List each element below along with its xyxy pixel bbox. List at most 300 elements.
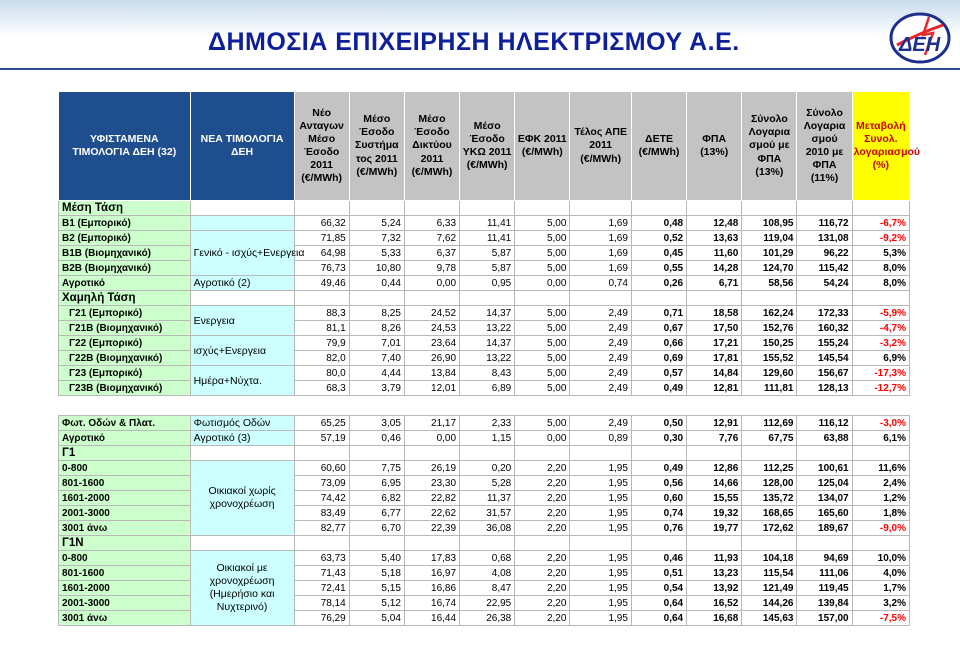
- row-label: 801-1600: [59, 566, 191, 581]
- row-label: Β1 (Εμπορικό): [59, 216, 191, 231]
- table-cell: [797, 201, 852, 216]
- table-cell: [631, 291, 686, 306]
- value-cell: 152,76: [742, 321, 797, 336]
- table-row: [59, 416, 910, 431]
- value-cell: 5,00: [515, 306, 570, 321]
- value-cell: 58,56: [742, 276, 797, 291]
- row-label: 1601-2000: [59, 581, 191, 596]
- value-cell: 31,57: [460, 506, 515, 521]
- table-cell: [742, 396, 797, 416]
- tariff-group: ισχύς+Ενεργεια: [190, 336, 294, 366]
- table-row: [59, 461, 910, 476]
- table-row: [59, 351, 910, 366]
- value-cell: 14,28: [687, 261, 742, 276]
- value-cell: 2,20: [515, 551, 570, 566]
- value-cell: 5,33: [349, 246, 404, 261]
- value-cell: 7,40: [349, 351, 404, 366]
- table-cell: [570, 201, 632, 216]
- value-cell: 1,95: [570, 461, 632, 476]
- table-row: [59, 551, 910, 566]
- table-row: [59, 506, 910, 521]
- change-cell: 8,0%: [852, 276, 909, 291]
- row-label: Γ22 (Εμπορικό): [59, 336, 191, 351]
- table-cell: [570, 291, 632, 306]
- table-row: [59, 216, 910, 231]
- value-cell: 60,60: [294, 461, 349, 476]
- value-cell: 16,44: [404, 611, 459, 626]
- value-cell: 1,95: [570, 476, 632, 491]
- value-cell: 0,74: [631, 506, 686, 521]
- value-cell: 0,00: [404, 276, 459, 291]
- value-cell: 5,04: [349, 611, 404, 626]
- value-cell: 73,09: [294, 476, 349, 491]
- value-cell: 1,95: [570, 491, 632, 506]
- value-cell: 26,38: [460, 611, 515, 626]
- row-label: Αγροτικό: [59, 276, 191, 291]
- tariff-group: Ενεργεια: [190, 306, 294, 336]
- value-cell: 82,0: [294, 351, 349, 366]
- value-cell: 0,00: [404, 431, 459, 446]
- table-cell: [404, 201, 459, 216]
- value-cell: 82,77: [294, 521, 349, 536]
- table-cell: [570, 536, 632, 551]
- col-header-yko: Μέσο Έσοδο ΥΚΩ 2011 (€/MWh): [460, 92, 515, 201]
- row-label: Γ21 (Εμπορικό): [59, 306, 191, 321]
- value-cell: 0,71: [631, 306, 686, 321]
- value-cell: 0,66: [631, 336, 686, 351]
- value-cell: 0,52: [631, 231, 686, 246]
- value-cell: 0,46: [631, 551, 686, 566]
- table-cell: [742, 201, 797, 216]
- value-cell: 5,00: [515, 416, 570, 431]
- table-cell: [190, 291, 294, 306]
- value-cell: 0,64: [631, 596, 686, 611]
- table-cell: [687, 396, 742, 416]
- table-cell: [460, 201, 515, 216]
- value-cell: 66,32: [294, 216, 349, 231]
- change-cell: -3,2%: [852, 336, 909, 351]
- tariff-group: Γενικό - ισχύς+Ενεργεια: [190, 231, 294, 276]
- value-cell: 3,79: [349, 381, 404, 396]
- table-cell: [687, 201, 742, 216]
- value-cell: 49,46: [294, 276, 349, 291]
- value-cell: 8,47: [460, 581, 515, 596]
- value-cell: 72,41: [294, 581, 349, 596]
- change-cell: 2,4%: [852, 476, 909, 491]
- change-cell: 8,0%: [852, 261, 909, 276]
- value-cell: 172,62: [742, 521, 797, 536]
- value-cell: 11,41: [460, 216, 515, 231]
- table-cell: [190, 201, 294, 216]
- value-cell: 0,49: [631, 461, 686, 476]
- table-cell: [404, 291, 459, 306]
- value-cell: 2,20: [515, 611, 570, 626]
- value-cell: 5,28: [460, 476, 515, 491]
- value-cell: 0,51: [631, 566, 686, 581]
- row-label: 801-1600: [59, 476, 191, 491]
- value-cell: 129,60: [742, 366, 797, 381]
- value-cell: 155,24: [797, 336, 852, 351]
- value-cell: 4,08: [460, 566, 515, 581]
- table-cell: [460, 291, 515, 306]
- table-row: [59, 276, 910, 291]
- table-cell: [349, 201, 404, 216]
- col-header-system: Μέσο Έσοδο Συστήμα τος 2011 (€/MWh): [349, 92, 404, 201]
- value-cell: 0,76: [631, 521, 686, 536]
- value-cell: 6,70: [349, 521, 404, 536]
- value-cell: 16,97: [404, 566, 459, 581]
- value-cell: 150,25: [742, 336, 797, 351]
- value-cell: 115,42: [797, 261, 852, 276]
- row-label: Β2 (Εμπορικό): [59, 231, 191, 246]
- value-cell: 0,67: [631, 321, 686, 336]
- value-cell: 11,60: [687, 246, 742, 261]
- value-cell: 24,53: [404, 321, 459, 336]
- value-cell: 13,84: [404, 366, 459, 381]
- value-cell: 5,00: [515, 336, 570, 351]
- value-cell: 160,32: [797, 321, 852, 336]
- col-header-efk: ΕΦΚ 2011 (€/MWh): [515, 92, 570, 201]
- value-cell: 124,70: [742, 261, 797, 276]
- table-row: [59, 476, 910, 491]
- value-cell: 22,62: [404, 506, 459, 521]
- value-cell: 116,12: [797, 416, 852, 431]
- value-cell: 1,95: [570, 521, 632, 536]
- value-cell: 8,43: [460, 366, 515, 381]
- value-cell: 5,00: [515, 261, 570, 276]
- col-header-total-2011: Σύνολο Λογαρια σμού με ΦΠΑ (13%): [742, 92, 797, 201]
- value-cell: 13,92: [687, 581, 742, 596]
- value-cell: 4,44: [349, 366, 404, 381]
- value-cell: 5,00: [515, 216, 570, 231]
- value-cell: 36,08: [460, 521, 515, 536]
- table-cell: [687, 446, 742, 461]
- table-cell: [687, 536, 742, 551]
- value-cell: 2,20: [515, 596, 570, 611]
- value-cell: 3,05: [349, 416, 404, 431]
- table-cell: [190, 396, 294, 416]
- table-cell: [515, 536, 570, 551]
- value-cell: 6,71: [687, 276, 742, 291]
- table-cell: [190, 536, 294, 551]
- table-row: [59, 491, 910, 506]
- value-cell: 119,45: [797, 581, 852, 596]
- table-cell: [460, 446, 515, 461]
- value-cell: 7,76: [687, 431, 742, 446]
- value-cell: 108,95: [742, 216, 797, 231]
- value-cell: 165,60: [797, 506, 852, 521]
- row-label: 0-800: [59, 551, 191, 566]
- logo-text: ΔΕΗ: [899, 34, 941, 56]
- value-cell: 9,78: [404, 261, 459, 276]
- change-cell: -6,7%: [852, 216, 909, 231]
- value-cell: 111,81: [742, 381, 797, 396]
- row-label: 2001-3000: [59, 596, 191, 611]
- value-cell: 5,00: [515, 381, 570, 396]
- table-cell: [852, 201, 909, 216]
- value-cell: 2,49: [570, 306, 632, 321]
- value-cell: 16,86: [404, 581, 459, 596]
- value-cell: 135,72: [742, 491, 797, 506]
- value-cell: 128,00: [742, 476, 797, 491]
- change-cell: -4,7%: [852, 321, 909, 336]
- table-row: [59, 566, 910, 581]
- value-cell: 16,74: [404, 596, 459, 611]
- table-row: [59, 596, 910, 611]
- table-row: [59, 581, 910, 596]
- section-row: [59, 446, 910, 461]
- dei-logo-icon: [889, 11, 951, 65]
- value-cell: 189,67: [797, 521, 852, 536]
- table-cell: [852, 396, 909, 416]
- value-cell: 1,95: [570, 506, 632, 521]
- value-cell: 0,46: [349, 431, 404, 446]
- value-cell: 2,20: [515, 566, 570, 581]
- value-cell: 68,3: [294, 381, 349, 396]
- change-cell: -5,9%: [852, 306, 909, 321]
- value-cell: 23,64: [404, 336, 459, 351]
- value-cell: 7,62: [404, 231, 459, 246]
- value-cell: 2,49: [570, 351, 632, 366]
- value-cell: 96,22: [797, 246, 852, 261]
- table-cell: [631, 396, 686, 416]
- change-cell: 11,6%: [852, 461, 909, 476]
- value-cell: 145,54: [797, 351, 852, 366]
- value-cell: 2,49: [570, 321, 632, 336]
- value-cell: 5,12: [349, 596, 404, 611]
- table-cell: [742, 536, 797, 551]
- value-cell: 2,20: [515, 521, 570, 536]
- value-cell: 14,66: [687, 476, 742, 491]
- value-cell: 94,69: [797, 551, 852, 566]
- table-row: [59, 321, 910, 336]
- value-cell: 6,95: [349, 476, 404, 491]
- value-cell: 6,37: [404, 246, 459, 261]
- value-cell: 5,40: [349, 551, 404, 566]
- value-cell: 13,22: [460, 351, 515, 366]
- table-cell: [515, 446, 570, 461]
- col-header-new: ΝΕΑ ΤΙΜΟΛΟΓΙΑ ΔΕΗ: [190, 92, 294, 201]
- value-cell: 6,33: [404, 216, 459, 231]
- value-cell: 134,07: [797, 491, 852, 506]
- value-cell: 64,98: [294, 246, 349, 261]
- value-cell: 2,20: [515, 491, 570, 506]
- value-cell: 14,37: [460, 336, 515, 351]
- value-cell: 0,68: [460, 551, 515, 566]
- change-cell: 1,7%: [852, 581, 909, 596]
- value-cell: 17,81: [687, 351, 742, 366]
- value-cell: 19,77: [687, 521, 742, 536]
- value-cell: 0,26: [631, 276, 686, 291]
- table-row: [59, 366, 910, 381]
- value-cell: 0,64: [631, 611, 686, 626]
- row-label: 3001 άνω: [59, 611, 191, 626]
- table-cell: [631, 201, 686, 216]
- row-label: 1601-2000: [59, 491, 191, 506]
- value-cell: 0,44: [349, 276, 404, 291]
- value-cell: 26,90: [404, 351, 459, 366]
- value-cell: 12,86: [687, 461, 742, 476]
- value-cell: 5,24: [349, 216, 404, 231]
- tariff-group: Αγροτικό (2): [190, 276, 294, 291]
- table-row: [59, 261, 910, 276]
- value-cell: 125,04: [797, 476, 852, 491]
- table-cell: [797, 446, 852, 461]
- row-label: 2001-3000: [59, 506, 191, 521]
- table-cell: [631, 446, 686, 461]
- value-cell: 6,89: [460, 381, 515, 396]
- value-cell: 76,73: [294, 261, 349, 276]
- value-cell: 12,48: [687, 216, 742, 231]
- value-cell: 7,01: [349, 336, 404, 351]
- value-cell: 116,72: [797, 216, 852, 231]
- value-cell: 1,15: [460, 431, 515, 446]
- table-row: [59, 521, 910, 536]
- table-cell: [515, 291, 570, 306]
- value-cell: 16,52: [687, 596, 742, 611]
- value-cell: 5,87: [460, 246, 515, 261]
- value-cell: 144,26: [742, 596, 797, 611]
- value-cell: 172,33: [797, 306, 852, 321]
- value-cell: 22,95: [460, 596, 515, 611]
- col-header-competitive: Νέο Ανταγων Μέσο Έσοδο 2011 (€/MWh): [294, 92, 349, 201]
- change-cell: 1,8%: [852, 506, 909, 521]
- value-cell: 13,63: [687, 231, 742, 246]
- table-cell: [349, 536, 404, 551]
- row-label: Β2Β (Βιομηχανικό): [59, 261, 191, 276]
- value-cell: 80,0: [294, 366, 349, 381]
- value-cell: 12,01: [404, 381, 459, 396]
- value-cell: 6,77: [349, 506, 404, 521]
- section-title: Μέση Τάση: [59, 201, 191, 216]
- table-cell: [687, 291, 742, 306]
- col-header-ape: Τέλος ΑΠΕ 2011 (€/MWh): [570, 92, 632, 201]
- table-cell: [570, 446, 632, 461]
- value-cell: 79,9: [294, 336, 349, 351]
- value-cell: 1,95: [570, 581, 632, 596]
- value-cell: 0,54: [631, 581, 686, 596]
- change-cell: -17,3%: [852, 366, 909, 381]
- table-row: [59, 431, 910, 446]
- col-header-total-2010: Σύνολο Λογαρια σμού 2010 με ΦΠΑ (11%): [797, 92, 852, 201]
- row-label: Β1Β (Βιομηχανικό): [59, 246, 191, 261]
- table-cell: [515, 396, 570, 416]
- value-cell: 78,14: [294, 596, 349, 611]
- value-cell: 16,68: [687, 611, 742, 626]
- tariff-group: Ημέρα+Νύχτα.: [190, 366, 294, 396]
- section-title: Γ1: [59, 446, 191, 461]
- value-cell: 0,56: [631, 476, 686, 491]
- value-cell: 1,69: [570, 231, 632, 246]
- row-label: Γ22Β (Βιομηχανικό): [59, 351, 191, 366]
- tariff-group: Οικιακοί με χρονοχρέωση (Ημερήσιο και Νυχτερινό): [190, 551, 294, 626]
- row-label: Γ23 (Εμπορικό): [59, 366, 191, 381]
- value-cell: 83,49: [294, 506, 349, 521]
- value-cell: 131,08: [797, 231, 852, 246]
- page-title: ΔΗΜΟΣΙΑ ΕΠΙΧΕΙΡΗΣΗ ΗΛΕΚΤΡΙΣΜΟΥ Α.Ε.: [208, 28, 740, 56]
- col-header-change: Μεταβολή Συνολ. λογαριασμού (%): [852, 92, 909, 201]
- change-cell: 3,2%: [852, 596, 909, 611]
- value-cell: 100,61: [797, 461, 852, 476]
- value-cell: 0,48: [631, 216, 686, 231]
- table-cell: [294, 396, 349, 416]
- table-cell: [742, 446, 797, 461]
- value-cell: 11,41: [460, 231, 515, 246]
- value-cell: 63,73: [294, 551, 349, 566]
- row-label: Αγροτικό: [59, 431, 191, 446]
- value-cell: 0,49: [631, 381, 686, 396]
- value-cell: 0,50: [631, 416, 686, 431]
- value-cell: 112,69: [742, 416, 797, 431]
- table-cell: [852, 446, 909, 461]
- value-cell: 63,88: [797, 431, 852, 446]
- value-cell: 54,24: [797, 276, 852, 291]
- tariff-group: Οικιακοί χωρίς χρονοχρέωση: [190, 461, 294, 536]
- value-cell: 0,89: [570, 431, 632, 446]
- value-cell: 2,20: [515, 581, 570, 596]
- value-cell: 2,49: [570, 381, 632, 396]
- value-cell: 5,00: [515, 231, 570, 246]
- table-cell: [404, 396, 459, 416]
- value-cell: 11,93: [687, 551, 742, 566]
- value-cell: 24,52: [404, 306, 459, 321]
- value-cell: 2,49: [570, 416, 632, 431]
- value-cell: 155,52: [742, 351, 797, 366]
- table-row: [59, 336, 910, 351]
- value-cell: 13,22: [460, 321, 515, 336]
- table-cell: [570, 396, 632, 416]
- change-cell: 4,0%: [852, 566, 909, 581]
- section-row: [59, 291, 910, 306]
- col-header-vat: ΦΠΑ (13%): [687, 92, 742, 201]
- value-cell: 6,82: [349, 491, 404, 506]
- value-cell: 0,30: [631, 431, 686, 446]
- change-cell: -3,0%: [852, 416, 909, 431]
- value-cell: 17,50: [687, 321, 742, 336]
- value-cell: 1,69: [570, 246, 632, 261]
- spacer-row: [59, 396, 910, 416]
- value-cell: 19,32: [687, 506, 742, 521]
- tariff-group: [190, 216, 294, 231]
- value-cell: 0,74: [570, 276, 632, 291]
- section-row: [59, 201, 910, 216]
- value-cell: 14,84: [687, 366, 742, 381]
- change-cell: -12,7%: [852, 381, 909, 396]
- value-cell: 5,00: [515, 321, 570, 336]
- change-cell: 6,1%: [852, 431, 909, 446]
- value-cell: 12,81: [687, 381, 742, 396]
- value-cell: 21,17: [404, 416, 459, 431]
- col-header-network: Μέσο Έσοδο Δικτύου 2011 (€/MWh): [404, 92, 459, 201]
- table-cell: [460, 396, 515, 416]
- section-title: Χαμηλή Τάση: [59, 291, 191, 306]
- tariff-group: Φωτισμός Οδών: [190, 416, 294, 431]
- value-cell: 5,18: [349, 566, 404, 581]
- value-cell: 71,43: [294, 566, 349, 581]
- table-cell: [404, 536, 459, 551]
- table-cell: [515, 201, 570, 216]
- value-cell: 162,24: [742, 306, 797, 321]
- table-header-row: [59, 92, 910, 201]
- value-cell: 111,06: [797, 566, 852, 581]
- value-cell: 0,45: [631, 246, 686, 261]
- value-cell: 74,42: [294, 491, 349, 506]
- row-label: Γ21Β (Βιομηχανικό): [59, 321, 191, 336]
- value-cell: 17,21: [687, 336, 742, 351]
- row-label: 3001 άνω: [59, 521, 191, 536]
- table-cell: [797, 536, 852, 551]
- change-cell: 5,3%: [852, 246, 909, 261]
